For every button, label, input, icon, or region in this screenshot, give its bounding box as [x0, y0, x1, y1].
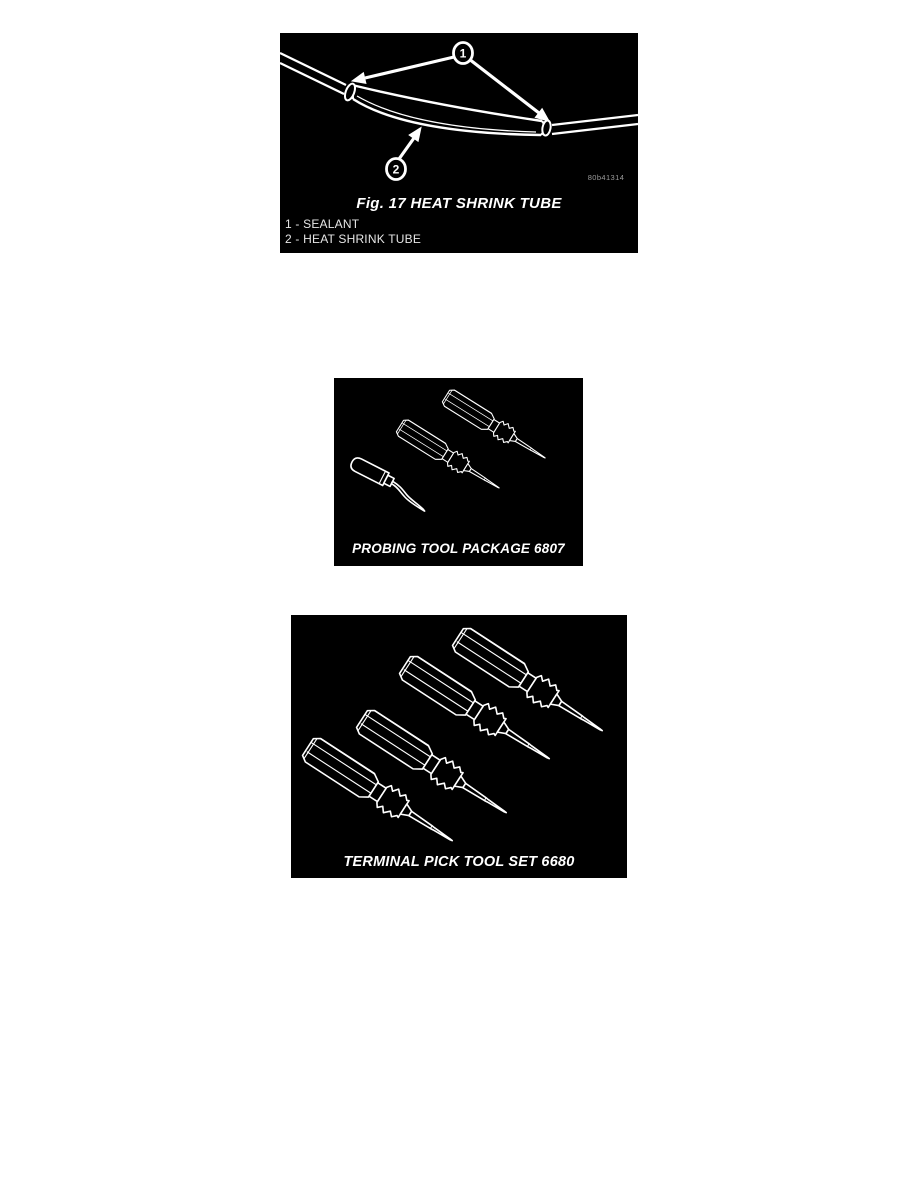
callout-1-number: 1 [459, 46, 467, 61]
terminal-pick-tools-illustration [291, 615, 627, 850]
figure-caption-heat-shrink: Fig. 17 HEAT SHRINK TUBE [356, 195, 562, 212]
wire-right [552, 115, 638, 134]
figure-legend [285, 217, 421, 247]
figure-terminal-pick-tool-set [291, 615, 627, 878]
figure-probing-tool-package [334, 378, 583, 566]
heat-shrink-tube-illustration [280, 33, 638, 195]
callout-2-balloon [387, 159, 406, 180]
figure-heat-shrink-tube [280, 33, 638, 253]
pick-tool-4 [300, 735, 460, 850]
probing-tools-illustration [334, 378, 583, 540]
art-code: 80b41314 [587, 173, 625, 182]
figure-caption-probing-tools: PROBING TOOL PACKAGE 6807 [352, 541, 565, 556]
callout-1-balloon [454, 43, 473, 64]
probing-tool-probe [347, 456, 433, 511]
callout-1-arrows [352, 57, 549, 121]
heat-shrink-tube [352, 85, 545, 135]
callout-2-arrow [399, 128, 421, 160]
callout-2-number: 2 [392, 162, 400, 177]
figure-caption-terminal-picks: TERMINAL PICK TOOL SET 6680 [343, 854, 575, 870]
legend-item-sealant: 1 - SEALANT [285, 217, 360, 231]
legend-item-heat-shrink-tube: 2 - HEAT SHRINK TUBE [285, 232, 422, 246]
wire-left [280, 53, 346, 94]
